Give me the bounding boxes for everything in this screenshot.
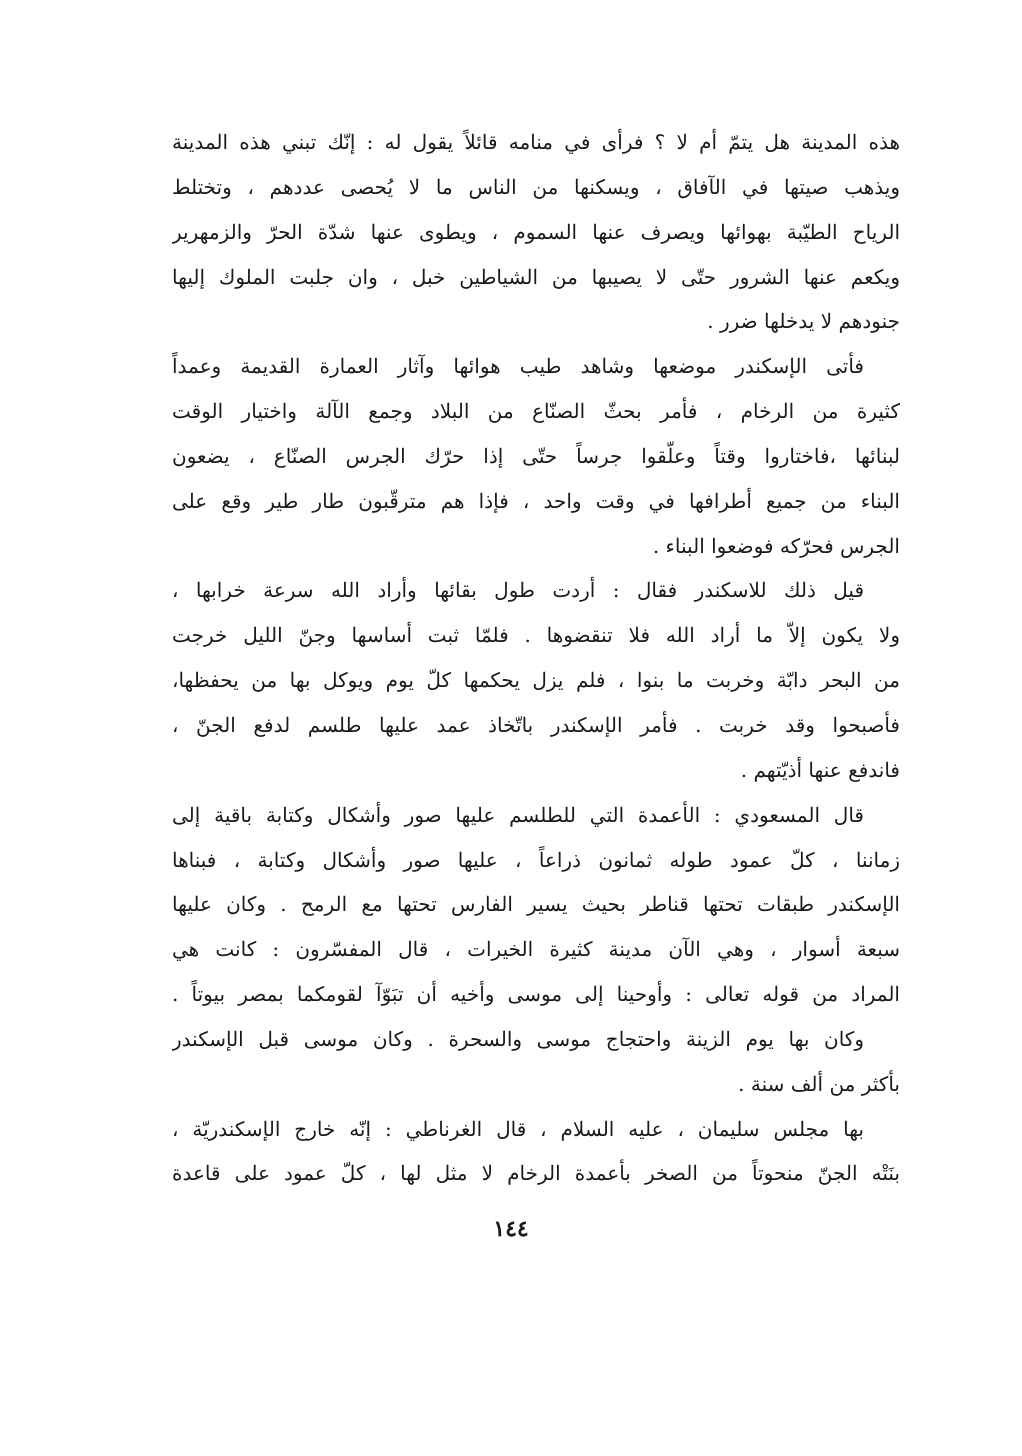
text-line: الإسكندر طبقات تحتها قناطر بحيث يسير الفارس تحتها مع الرمح . وكان عليها: [172, 892, 900, 917]
text-line: الجرس فحرّكه فوضعوا البناء .: [652, 533, 900, 558]
text-line: قيل ذلك للاسكندر فقال : أردت طول بقائها وأراد الله سرعة خرابها ،: [172, 578, 864, 603]
text-line: بأكثر من ألف سنة .: [738, 1071, 900, 1096]
text-line: بها مجلس سليمان ، عليه السلام ، قال الغرناطي : إنّه خارج الإسكندريّة ،: [172, 1116, 864, 1141]
text-line: وكان بها يوم الزينة واحتجاج موسى والسحرة . وكان موسى قبل الإسكندر: [172, 1026, 864, 1051]
text-line: بنَتْه الجنّ منحوتاً من الصخر بأعمدة الرخام لا مثل لها ، كلّ عمود على قاعدة: [172, 1161, 900, 1186]
text-line: البناء من جميع أطرافها في وقت واحد ، فإذا هم مترقّبون طار طير وقع على: [172, 488, 900, 513]
body-text: [172, 120, 900, 1196]
text-line: فأتى الإسكندر موضعها وشاهد طيب هوائها وآثار العمارة القديمة وعمداً: [172, 354, 864, 379]
text-line: لبنائها ،فاختاروا وقتاً وعلّقوا جرساً حتّى إذا حرّك الجرس الصنّاع ، يضعون: [172, 443, 900, 468]
text-line: فاندفع عنها أذيّتهم .: [740, 757, 900, 782]
text-line: سبعة أسوار ، وهي الآن مدينة كثيرة الخيرات ، قال المفسّرون : كانت هي: [172, 937, 900, 962]
text-line: كثيرة من الرخام ، فأمر بحثّ الصنّاع من البلاد وجمع الآلة واختيار الوقت: [172, 399, 900, 424]
text-line: ويذهب صيتها في الآفاق ، ويسكنها من الناس ما لا يُحصى عددهم ، وتختلط: [172, 174, 900, 199]
text-line: هذه المدينة هل يتمّ أم لا ؟ فرأى في منامه قائلاً يقول له : إنّك تبني هذه المدينة: [172, 130, 900, 154]
page-number: ١٤٤: [493, 1216, 529, 1242]
text-line: جنودهم لا يدخلها ضرر .: [707, 309, 900, 334]
text-line: من البحر دابّة وخربت ما بنوا ، فلم يزل يحكمها كلّ يوم ويوكل بها من يحفظها،: [172, 668, 900, 693]
text-line: المراد من قوله تعالى : وأوحينا إلى موسى وأخيه أن تبَوّآ لقومكما بمصر بيوتاً .: [172, 982, 900, 1007]
text-line: ويكعم عنها الشرور حتّى لا يصيبها من الشياطين خبل ، وان جلبت الملوك إليها: [172, 264, 900, 289]
text-line: فأصبحوا وقد خربت . فأمر الإسكندر باتّخاذ عمد عليها طلسم لدفع الجنّ ،: [172, 712, 900, 737]
text-line: الرياح الطيّبة بهوائها ويصرف عنها السموم ، ويطوى عنها شدّة الحرّ والزمهرير: [172, 219, 900, 244]
text-line: زماننا ، كلّ عمود طوله ثمانون ذراعاً ، عليها صور وأشكال وكتابة ، فبناها: [172, 847, 900, 872]
text-line: قال المسعودي : الأعمدة التي للطلسم عليها صور وأشكال وكتابة باقية إلى: [172, 802, 864, 827]
text-line: ولا يكون إلاّ ما أراد الله فلا تنقضوها . فلمّا ثبت أساسها وجنّ الليل خرجت: [172, 623, 900, 648]
